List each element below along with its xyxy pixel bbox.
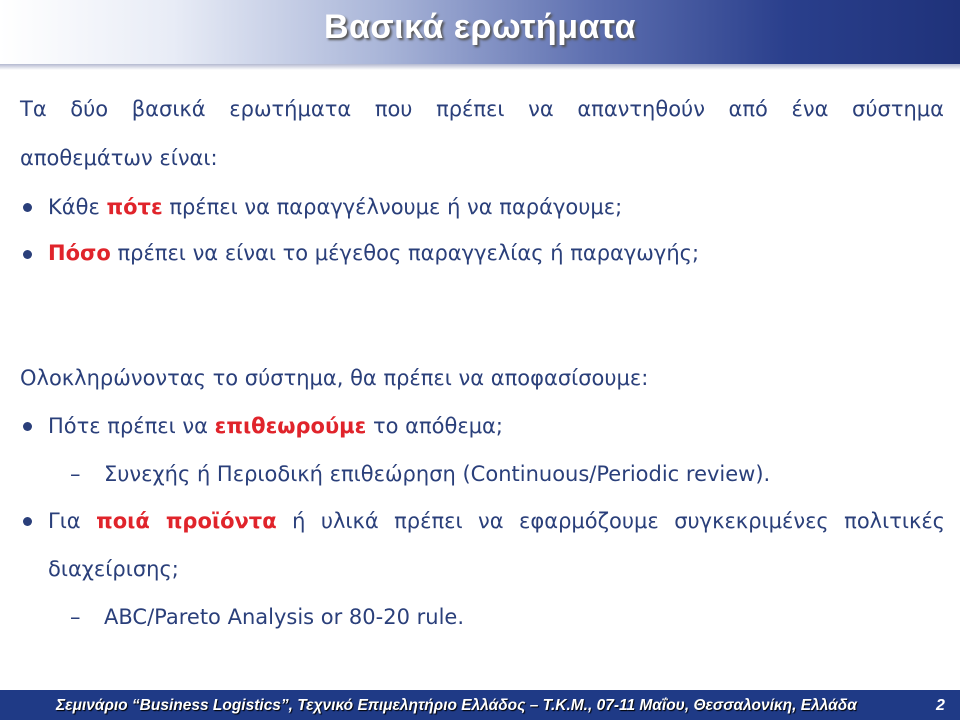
footer-text: Σεμινάριο “Business Logistics”, Τεχνικό Επιμελητήριο Ελλάδος – Τ.Κ.Μ., 07-11 Μαΐου, Θεσσαλονίκη, Ελλάδα [56,697,857,714]
slide-title: Βασικά ερωτήματα [323,8,637,46]
bullet-icon [23,250,32,259]
question-when-post: πρέπει να παραγγέλνουμε ή να παράγουμε; [162,195,623,219]
question-when [48,195,622,219]
page-number: 2 [936,697,945,714]
question-products-line-2: διαχείρισης; [48,557,179,581]
question-when-pre: Κάθε [48,195,107,219]
bullet-icon [23,422,32,431]
intro-line-2: αποθεμάτων είναι: [20,146,218,170]
intro-line-1: Τα δύο βασικά ερωτήματα που πρέπει να απαντηθούν από ένα σύστημα [20,97,944,121]
question-how-much-highlight: Πόσο [48,241,111,265]
completing-line: Ολοκληρώνοντας το σύστημα, θα πρέπει να αποφασίσουμε: [20,366,649,390]
question-inspect [48,414,503,438]
review-line: Συνεχής ή Περιοδική επιθεώρηση (Continuous/Periodic review). [104,462,771,486]
question-how-much [48,241,699,265]
question-products-highlight: ποιά προϊόντα [96,509,277,533]
question-products-pre: Για [48,509,97,533]
question-how-much-post: πρέπει να είναι το μέγεθος παραγγελίας ή παραγωγής; [110,241,700,265]
bullet-icon [23,203,32,212]
dash-icon: – [70,462,81,486]
question-products [48,509,945,533]
question-products-post: ή υλικά πρέπει να εφαρμόζουμε συγκεκριμένες πολιτικές [276,509,946,533]
dash-icon: – [70,605,81,629]
question-inspect-pre: Πότε πρέπει να [48,414,215,438]
title-bar-shadow [0,64,960,70]
abc-line: ABC/Pareto Analysis or 80-20 rule. [104,605,465,629]
question-inspect-highlight: επιθεωρούμε [214,414,367,438]
question-inspect-post: το απόθεμα; [366,414,503,438]
bullet-icon [23,517,32,526]
question-when-highlight: πότε [106,195,163,219]
